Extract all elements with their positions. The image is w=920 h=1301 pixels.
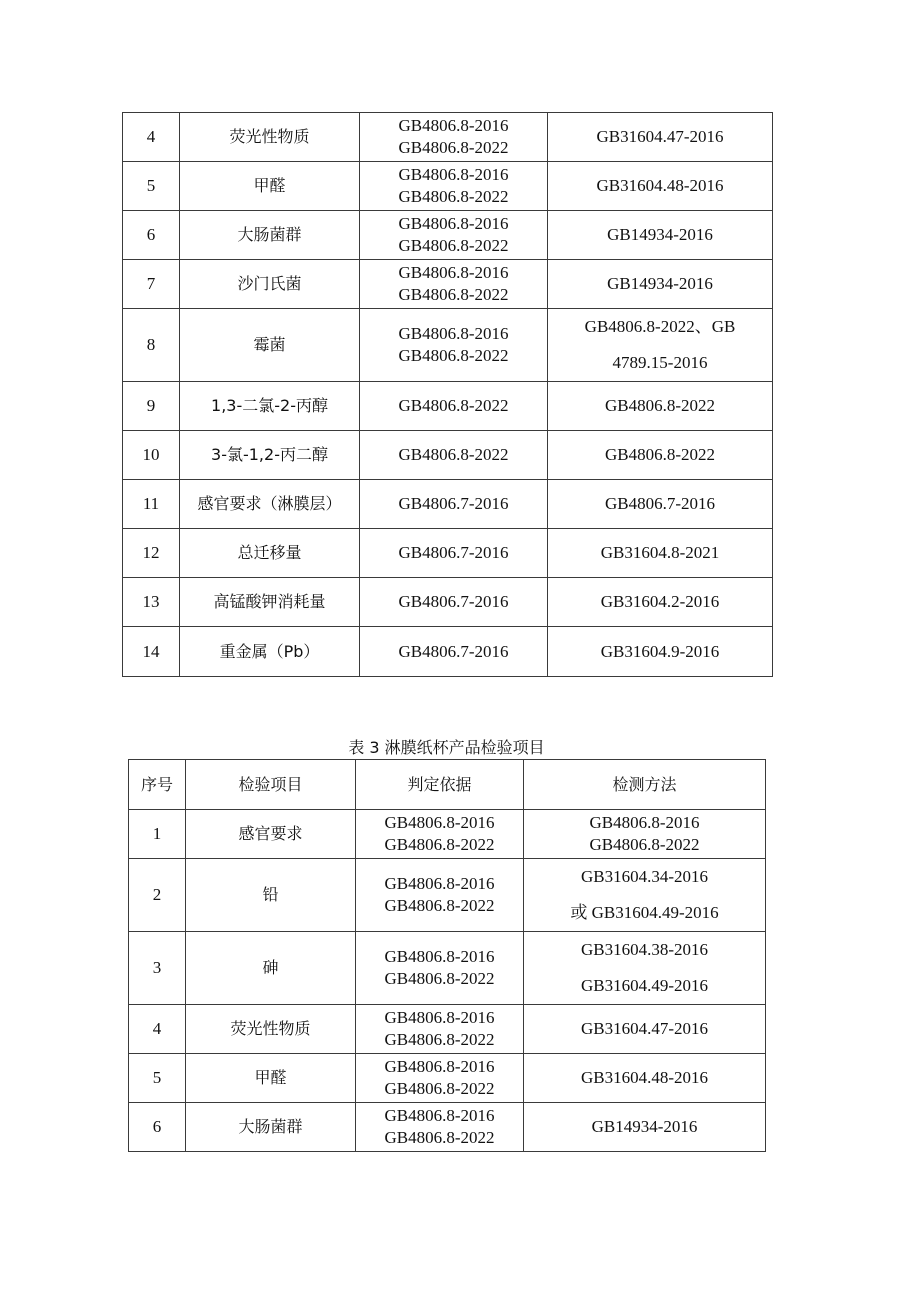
row-number: 6: [129, 1103, 186, 1152]
test-method: GB31604.47-2016: [524, 1005, 766, 1054]
header-item: 检验项目: [186, 760, 356, 810]
judgment-basis: GB4806.8-2016 GB4806.8-2022: [356, 1054, 524, 1103]
table-caption: 表 3 淋膜纸杯产品检验项目: [348, 738, 545, 757]
table-row: [129, 1005, 766, 1054]
inspection-item: 霉菌: [180, 309, 360, 382]
inspection-item: 高锰酸钾消耗量: [180, 578, 360, 627]
row-number: 6: [123, 211, 180, 260]
header-basis: 判定依据: [356, 760, 524, 810]
table-row: [123, 162, 773, 211]
table-row: [123, 260, 773, 309]
judgment-basis: GB4806.8-2016 GB4806.8-2022: [356, 1005, 524, 1054]
judgment-basis: GB4806.8-2016 GB4806.8-2022: [360, 162, 548, 211]
inspection-item: 荧光性物质: [180, 113, 360, 162]
table-row: [129, 859, 766, 932]
judgment-basis: GB4806.8-2022: [360, 431, 548, 480]
table-row: [123, 113, 773, 162]
test-method: GB14934-2016: [548, 260, 773, 309]
inspection-item: 甲醛: [180, 162, 360, 211]
judgment-basis: GB4806.8-2016 GB4806.8-2022: [356, 1103, 524, 1152]
test-method: GB31604.8-2021: [548, 529, 773, 578]
table-row: [123, 309, 773, 382]
test-method: GB31604.47-2016: [548, 113, 773, 162]
judgment-basis: GB4806.7-2016: [360, 480, 548, 529]
table-row: [123, 431, 773, 480]
row-number: 4: [123, 113, 180, 162]
header-method: 检测方法: [524, 760, 766, 810]
table-row: [123, 211, 773, 260]
inspection-table-paper-cup: [128, 759, 766, 1152]
table-row: [123, 480, 773, 529]
row-number: 7: [123, 260, 180, 309]
inspection-item: 重金属（Pb）: [180, 627, 360, 677]
table-row: [123, 529, 773, 578]
inspection-item: 大肠菌群: [180, 211, 360, 260]
test-method: GB31604.2-2016: [548, 578, 773, 627]
row-number: 5: [129, 1054, 186, 1103]
judgment-basis: GB4806.8-2016 GB4806.8-2022: [360, 211, 548, 260]
inspection-item: 铅: [186, 859, 356, 932]
row-number: 9: [123, 382, 180, 431]
inspection-item: 感官要求: [186, 810, 356, 859]
row-number: 4: [129, 1005, 186, 1054]
test-method: GB4806.8-2022: [548, 431, 773, 480]
row-number: 5: [123, 162, 180, 211]
test-method: GB14934-2016: [548, 211, 773, 260]
row-number: 13: [123, 578, 180, 627]
row-number: 12: [123, 529, 180, 578]
test-method: GB4806.8-2022: [548, 382, 773, 431]
row-number: 1: [129, 810, 186, 859]
table-row: [129, 1054, 766, 1103]
inspection-item: 荧光性物质: [186, 1005, 356, 1054]
inspection-item: 大肠菌群: [186, 1103, 356, 1152]
table-row: [129, 810, 766, 859]
table-row: [123, 627, 773, 677]
row-number: 10: [123, 431, 180, 480]
test-method: GB4806.7-2016: [548, 480, 773, 529]
judgment-basis: GB4806.8-2016 GB4806.8-2022: [360, 260, 548, 309]
table-row: [123, 382, 773, 431]
judgment-basis: GB4806.8-2016 GB4806.8-2022: [360, 113, 548, 162]
inspection-item: 沙门氏菌: [180, 260, 360, 309]
row-number: 14: [123, 627, 180, 677]
table-row: [129, 932, 766, 1005]
inspection-item: 总迁移量: [180, 529, 360, 578]
row-number: 11: [123, 480, 180, 529]
row-number: 8: [123, 309, 180, 382]
test-method: GB31604.48-2016: [524, 1054, 766, 1103]
test-method: GB31604.38-2016 GB31604.49-2016: [524, 932, 766, 1005]
judgment-basis: GB4806.8-2016 GB4806.8-2022: [360, 309, 548, 382]
test-method: GB31604.34-2016 或 GB31604.49-2016: [524, 859, 766, 932]
inspection-item: 砷: [186, 932, 356, 1005]
test-method: GB31604.48-2016: [548, 162, 773, 211]
test-method: GB31604.9-2016: [548, 627, 773, 677]
table-row: [129, 1103, 766, 1152]
judgment-basis: GB4806.8-2016 GB4806.8-2022: [356, 859, 524, 932]
inspection-item: 1,3-二氯-2-丙醇: [180, 382, 360, 431]
inspection-table-continued: [122, 112, 773, 677]
inspection-item: 3-氯-1,2-丙二醇: [180, 431, 360, 480]
table-row: [123, 578, 773, 627]
judgment-basis: GB4806.8-2016 GB4806.8-2022: [356, 932, 524, 1005]
test-method: GB4806.8-2016 GB4806.8-2022: [524, 810, 766, 859]
judgment-basis: GB4806.7-2016: [360, 627, 548, 677]
row-number: 3: [129, 932, 186, 1005]
row-number: 2: [129, 859, 186, 932]
inspection-item: 甲醛: [186, 1054, 356, 1103]
judgment-basis: GB4806.8-2022: [360, 382, 548, 431]
judgment-basis: GB4806.7-2016: [360, 578, 548, 627]
judgment-basis: GB4806.7-2016: [360, 529, 548, 578]
test-method: GB4806.8-2022、GB 4789.15-2016: [548, 309, 773, 382]
inspection-item: 感官要求（淋膜层）: [180, 480, 360, 529]
header-no: 序号: [129, 760, 186, 810]
test-method: GB14934-2016: [524, 1103, 766, 1152]
judgment-basis: GB4806.8-2016 GB4806.8-2022: [356, 810, 524, 859]
table-header-row: [129, 760, 766, 810]
